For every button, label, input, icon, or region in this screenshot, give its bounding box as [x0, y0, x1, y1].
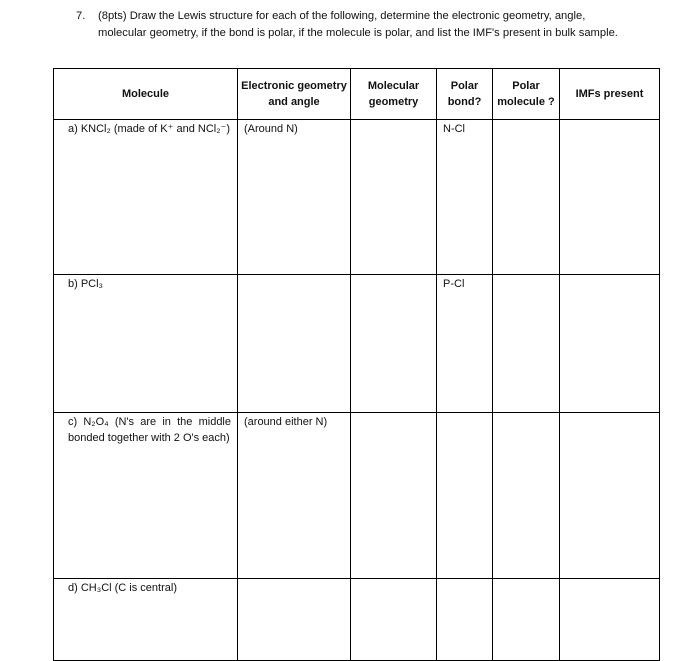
header-polar-molecule: Polar molecule ? [493, 69, 560, 120]
question-number: 7. [76, 10, 86, 22]
molecular-geometry-cell-c[interactable] [351, 413, 437, 579]
molecular-geometry-cell-d[interactable] [351, 579, 437, 661]
header-polar-bond: Polar bond? [437, 69, 493, 120]
molecule-cell-a: a) KNCl₂ (made of K⁺ and NCl₂⁻) [54, 120, 238, 275]
imfs-cell-d[interactable] [560, 579, 660, 661]
polar-bond-cell-a[interactable]: N-Cl [437, 120, 493, 275]
polar-molecule-cell-a[interactable] [493, 120, 560, 275]
header-imfs: IMFs present [560, 69, 660, 120]
question-text: (8pts) Draw the Lewis structure for each of the following, determine the electronic geometry, angle, molecular geometry, if the bond is polar, if the molecule is polar, and list the IMF's present in bulk sample. [98, 10, 618, 39]
table-row [54, 579, 660, 661]
table-row [54, 120, 660, 275]
molecule-cell-d: d) CH₃Cl (C is central) [54, 579, 238, 661]
electronic-geometry-cell-b[interactable] [238, 275, 351, 413]
polar-bond-cell-d[interactable] [437, 579, 493, 661]
electronic-geometry-cell-c[interactable]: (around either N) [238, 413, 351, 579]
header-molecular-geometry: Molecular geometry [351, 69, 437, 120]
header-electronic-geometry: Electronic geometry and angle [238, 69, 351, 120]
table-header-row [54, 69, 660, 120]
molecular-geometry-cell-a[interactable] [351, 120, 437, 275]
polar-molecule-cell-d[interactable] [493, 579, 560, 661]
table-row [54, 413, 660, 579]
molecule-cell-b: b) PCl₃ [54, 275, 238, 413]
polar-molecule-cell-b[interactable] [493, 275, 560, 413]
molecular-geometry-cell-b[interactable] [351, 275, 437, 413]
imfs-cell-b[interactable] [560, 275, 660, 413]
polar-bond-cell-b[interactable]: P-Cl [437, 275, 493, 413]
table-row [54, 275, 660, 413]
imfs-cell-a[interactable] [560, 120, 660, 275]
molecule-cell-c: c) N₂O₄ (N's are in the middle bonded together with 2 O's each) [54, 413, 238, 579]
question-block [76, 8, 636, 42]
electronic-geometry-cell-a[interactable]: (Around N) [238, 120, 351, 275]
header-molecule: Molecule [54, 69, 238, 120]
imfs-cell-c[interactable] [560, 413, 660, 579]
polar-molecule-cell-c[interactable] [493, 413, 560, 579]
answer-table [53, 68, 660, 661]
electronic-geometry-cell-d[interactable] [238, 579, 351, 661]
polar-bond-cell-c[interactable] [437, 413, 493, 579]
